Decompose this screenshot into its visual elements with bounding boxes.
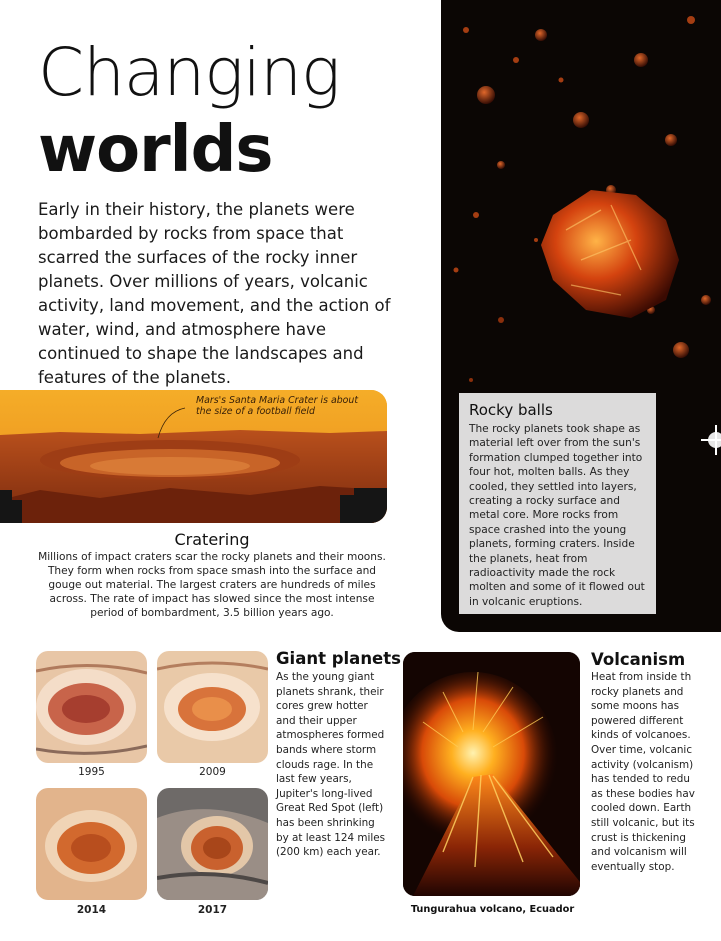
volcanism-line: cooled down. Earth bbox=[591, 802, 692, 815]
jupiter-label-1995: 1995 bbox=[78, 766, 105, 778]
volcanism-line: has tended to redu bbox=[591, 773, 690, 786]
volcanism-text bbox=[591, 670, 721, 874]
jupiter-image-1995 bbox=[36, 651, 147, 763]
giant-planets-title: Giant planets bbox=[276, 649, 401, 668]
volcanism-line: kinds of volcanoes. bbox=[591, 729, 691, 742]
jupiter-label-2017: 2017 bbox=[197, 904, 228, 916]
rocky-balls-text: The rocky planets took shape as material left over from the sun's formation clumped together into four hot, molten balls. As they cooled, they settled into layers, creating a rocky surface and metal core. More rocks from space crashed into the young planets, forming craters. Inside the planets, heat from radioactivity made the rock molten and some of it flowed out in volcanic eruptions. bbox=[469, 423, 645, 608]
volcanism-line: and volcanism will bbox=[591, 846, 687, 859]
volcanism-line: powered different bbox=[591, 714, 684, 727]
rocky-balls-box bbox=[459, 393, 656, 614]
page-title-line1: Changing bbox=[38, 34, 340, 111]
volcanism-line: rocky planets and bbox=[591, 685, 684, 698]
volcano-caption: Tungurahua volcano, Ecuador bbox=[410, 904, 575, 915]
jupiter-image-2014 bbox=[36, 788, 147, 900]
volcanism-title: Volcanism bbox=[591, 650, 686, 669]
volcanism-line: as these bodies hav bbox=[591, 787, 695, 800]
jupiter-image-2017 bbox=[157, 788, 268, 900]
giant-planets-text: As the young giant planets shrank, their cores grew hotter and their upper atmospheres formed bands where storm clouds rage. In the last few years, Jupiter's long-lived Great Red Spot (left) has been shrinking by at least 124 miles (200 km) each year. bbox=[276, 671, 386, 859]
intro-paragraph: Early in their history, the planets were bombarded by rocks from space that scarred the surfaces of the rocky inner planets. Over millions of years, volcanic activity, land movement, and the action of water, wind, and atmosphere have continued to shape the landscapes and features of the planets. bbox=[38, 200, 391, 387]
volcanism-line: some moons has bbox=[591, 700, 680, 713]
volcanism-line: still volcanic, but its bbox=[591, 816, 695, 829]
volcanism-line: Over time, volcanic bbox=[591, 743, 693, 756]
tungurahua-volcano-image bbox=[403, 652, 580, 896]
crater-note: Mars's Santa Maria Crater is about the size of a football field bbox=[196, 395, 359, 417]
volcanism-line: activity (volcanism) bbox=[591, 758, 694, 771]
cratering-title: Cratering bbox=[174, 530, 250, 549]
volcanism-line: crust is thickening bbox=[591, 831, 686, 844]
page-title-line2: worlds bbox=[38, 113, 273, 187]
cratering-text: Millions of impact craters scar the rocky planets and their moons. They form when rocks from space smash into the surface and gouge out material. The largest craters are hundreds of miles across. The rate of impact has slowed since the most intense period of bombardment, 3.5 billion years ago. bbox=[38, 551, 386, 619]
rocky-balls-title: Rocky balls bbox=[469, 401, 553, 419]
jupiter-label-2009: 2009 bbox=[199, 766, 226, 778]
jupiter-label-2014: 2014 bbox=[76, 904, 107, 916]
volcanism-line: Heat from inside th bbox=[591, 671, 692, 683]
volcanism-line: eventually stop. bbox=[591, 860, 675, 873]
jupiter-image-2009 bbox=[157, 651, 268, 763]
